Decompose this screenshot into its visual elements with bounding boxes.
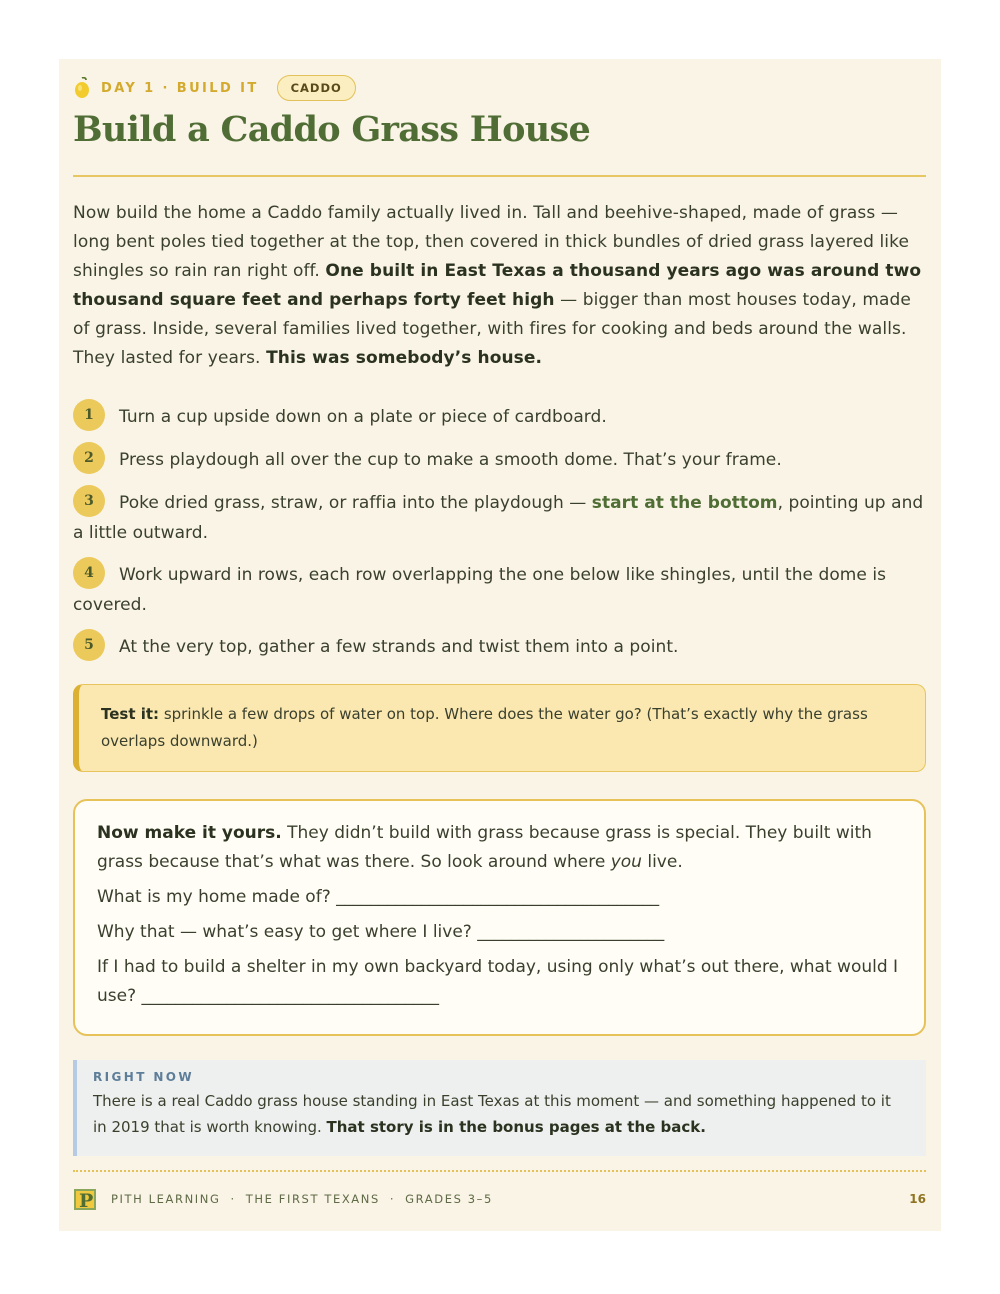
- footer-separator: ·: [389, 1192, 396, 1206]
- step-text: Press playdough all over the cup to make a smooth dome. That’s your frame.: [119, 450, 782, 470]
- make-it-yours-text: live.: [641, 852, 683, 872]
- page-footer: [73, 1187, 926, 1211]
- worksheet-page: [59, 59, 941, 1231]
- kicker-label: DAY 1 · BUILD IT: [101, 80, 259, 96]
- step-item: [73, 401, 926, 433]
- step-highlight: start at the bottom: [591, 493, 778, 513]
- test-it-label: Test it:: [101, 705, 160, 723]
- footer-divider: [73, 1170, 926, 1172]
- intro-text: — bigger than most houses today, made of grass. Inside, several families lived together, with fires for cooking and beds around the walls. They lasted for years.: [73, 290, 911, 368]
- step-number-badge: 1: [73, 399, 105, 431]
- right-now-text: There is a real Caddo grass house standing in East Texas at this moment — and something happened to it in 2019 that is worth knowing.: [93, 1092, 891, 1136]
- title-divider: [73, 175, 926, 177]
- pith-logo-icon: [73, 1187, 99, 1211]
- make-it-yours-box: [73, 799, 926, 1036]
- intro-bold-closing: This was somebody’s house.: [266, 348, 543, 368]
- make-it-yours-text: They didn’t build with grass because grass is special. They built with grass because that’s what was there. So look around where: [97, 823, 872, 872]
- right-now-callout: [73, 1060, 926, 1156]
- step-text: At the very top, gather a few strands and twist them into a point.: [119, 637, 679, 657]
- right-now-label: RIGHT NOW: [93, 1070, 195, 1084]
- question-home-material[interactable]: What is my home made of? ______________________________________: [97, 887, 660, 907]
- make-it-yours-intro: [97, 819, 902, 877]
- footer-brand: PITH LEARNING: [111, 1192, 221, 1206]
- footer-grades: GRADES 3–5: [405, 1192, 493, 1206]
- step-item: [73, 631, 926, 663]
- step-text: Poke dried grass, straw, or raffia into the playdough —: [119, 493, 592, 513]
- footer-credits: [111, 1192, 493, 1206]
- step-text: Turn a cup upside down on a plate or piece of cardboard.: [119, 407, 607, 427]
- right-now-text-block: [93, 1088, 908, 1140]
- step-number-badge: 2: [73, 442, 105, 474]
- page-title: Build a Caddo Grass House: [73, 109, 591, 150]
- step-number-badge: 4: [73, 557, 105, 589]
- right-now-bold: That story is in the bonus pages at the back.: [326, 1118, 706, 1136]
- topic-tag: CADDO: [277, 75, 356, 101]
- step-item: [73, 559, 926, 620]
- make-it-yours-emphasis: you: [610, 852, 642, 872]
- step-number-badge: 5: [73, 629, 105, 661]
- step-text: Work upward in rows, each row overlapping the one below like shingles, until the dome is covered.: [73, 565, 887, 615]
- intro-paragraph: [73, 199, 926, 373]
- kicker: [73, 75, 356, 101]
- intro-bold-fact: One built in East Texas a thousand years ago was around two thousand square feet and perhaps forty feet high: [73, 261, 922, 310]
- question-why-material[interactable]: Why that — what’s easy to get where I live? ______________________: [97, 922, 665, 942]
- make-it-yours-label: Now make it yours.: [97, 823, 282, 843]
- intro-text: Now build the home a Caddo family actually lived in. Tall and beehive-shaped, made of grass — long bent poles tied together at the top, then covered in thick bundles of dried grass layered like shingles so rain ran right off.: [73, 203, 910, 281]
- svg-text:P: P: [79, 1190, 94, 1211]
- footer-separator: ·: [230, 1192, 236, 1206]
- page-number: 16: [909, 1192, 926, 1206]
- page-content: [73, 59, 926, 1231]
- question-backyard-shelter[interactable]: If I had to build a shelter in my own backyard today, using only what’s out there, what would I use? ___________________________________: [97, 957, 899, 1006]
- footer-title: THE FIRST TEXANS: [245, 1192, 380, 1206]
- step-text: , pointing up and a little outward.: [73, 493, 924, 543]
- test-it-text: sprinkle a few drops of water on top. Where does the water go? (That’s exactly why the grass overlaps downward.): [101, 705, 868, 750]
- lemon-icon: [73, 77, 91, 99]
- steps-list: [73, 401, 926, 674]
- step-item: [73, 487, 926, 548]
- step-number-badge: 3: [73, 485, 105, 517]
- step-item: [73, 444, 926, 476]
- test-it-callout: [73, 684, 926, 772]
